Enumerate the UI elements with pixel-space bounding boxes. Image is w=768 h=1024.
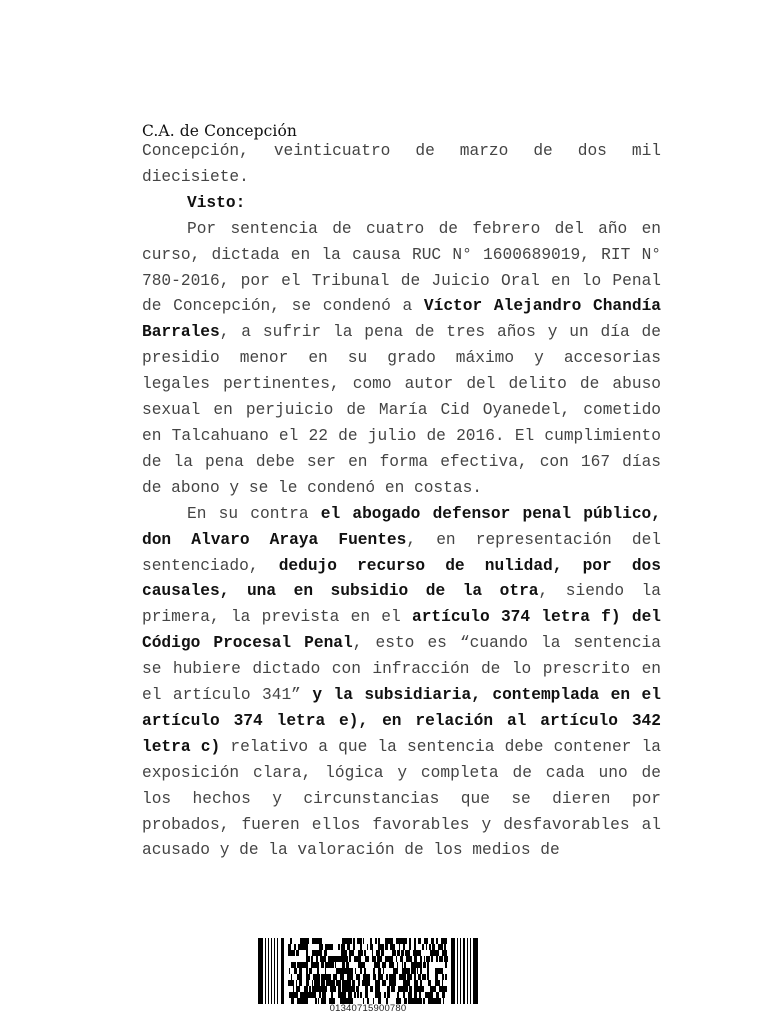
paragraph-text: , esto es “cuando la sentencia se hubiere dictado con infracción de lo prescrito en el artículo 341” xyxy=(142,634,661,705)
defendant-name: Víctor Alejandro Chandía Barrales xyxy=(142,297,662,342)
defender-name: el abogado defensor penal público, don Alvaro Araya Fuentes xyxy=(142,504,661,549)
paragraph-sentencia xyxy=(142,217,661,502)
barcode-number: 01340715900780 xyxy=(329,1003,407,1014)
paragraph-text: Por sentencia de cuatro de febrero del año en curso, dictada en la causa RUC N° 1600689019, RIT N° 780-2016, por el Tribunal de Juicio Oral en lo Penal de Concepción, se condenó a xyxy=(142,219,661,316)
paragraph-text: relativo a que la sentencia debe contener la exposición clara, lógica y completa de cada uno de los hechos y circunstancias que se dieren por probados, fueren ellos favorables y desfavorables al acusado y de la valoración de los medios de xyxy=(142,737,662,860)
second-causal: y la subsidiaria, contemplada en el artículo 374 letra e), en relación al artículo 342 letra c) xyxy=(142,686,661,756)
paragraph-text: , en representación del sentenciado, xyxy=(142,530,661,575)
date-line: Concepción, veinticuatro de marzo de dos mil diecisiete. xyxy=(142,142,661,186)
court-header: C.A. de Concepción xyxy=(142,122,298,140)
paragraph-recurso xyxy=(142,502,661,865)
barcode-graphic xyxy=(258,938,478,1004)
paragraph-text: , siendo la primera, la prevista en el xyxy=(142,582,661,627)
paragraph-text: En su contra xyxy=(187,504,321,523)
document-body xyxy=(142,139,661,864)
first-causal: artículo 374 letra f) del Código Procesal Penal xyxy=(142,608,661,653)
visto-heading: Visto: xyxy=(187,193,246,212)
recurso-description: dedujo recurso de nulidad, por dos causales, una en subsidio de la otra xyxy=(142,556,661,601)
paragraph-text: , a sufrir la pena de tres años y un día de presidio menor en su grado máximo y accesorias legales pertinentes, como autor del delito de abuso sexual en perjuicio de María Cid Oyanedel, cometido en Talcahuano el 22 de julio de 2016. El cumplimiento de la pena debe ser en forma efectiva, con 167 días de abono y se le condenó en costas. xyxy=(142,323,661,497)
